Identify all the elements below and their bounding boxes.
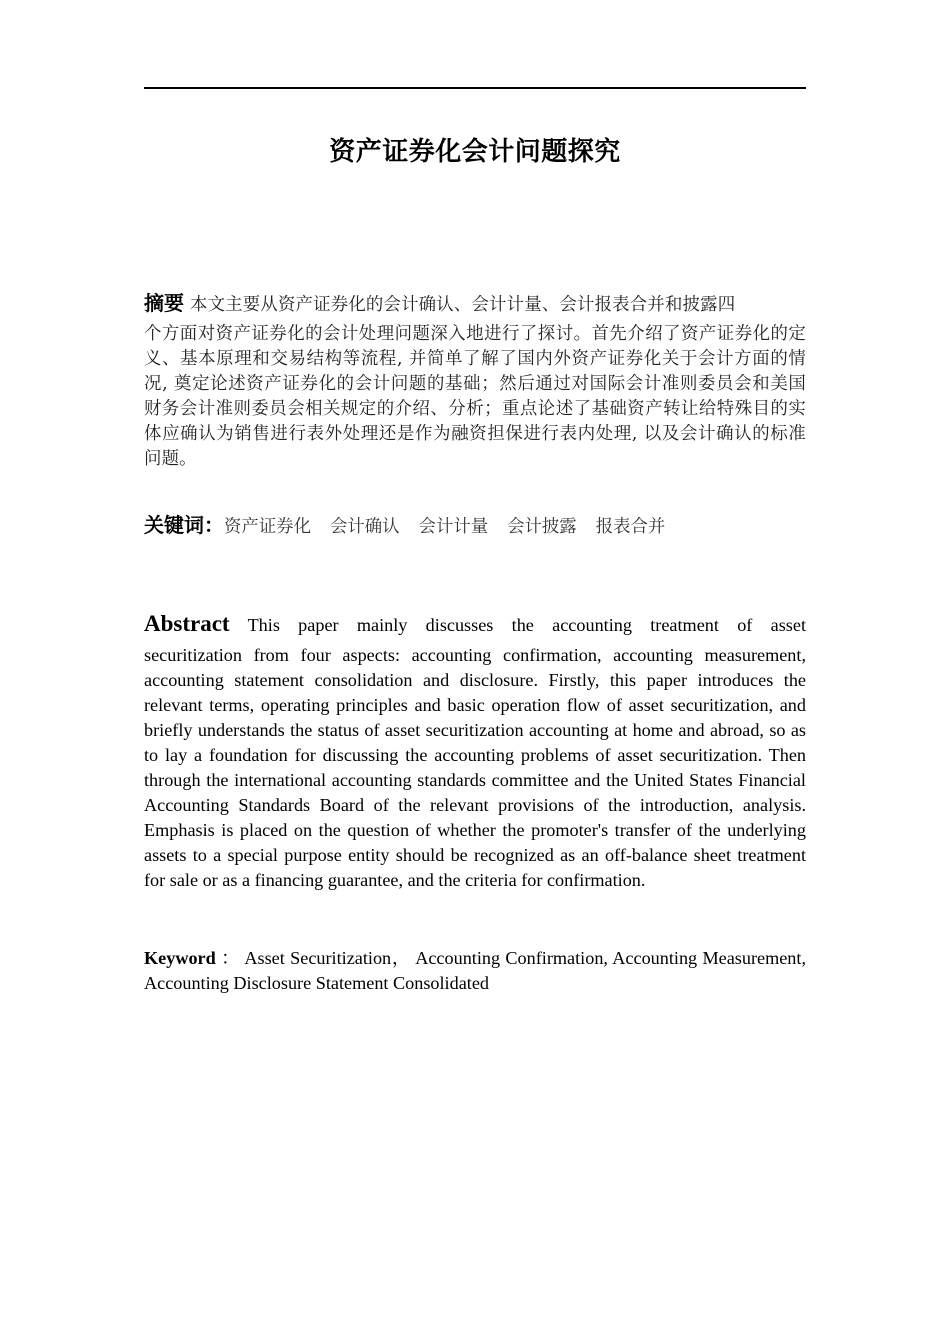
english-abstract-lead: This paper mainly discusses the accounting treatment of asset bbox=[247, 615, 807, 635]
english-abstract-first-line bbox=[144, 606, 806, 643]
keyword-item: 会计计量 bbox=[418, 517, 489, 537]
keyword-item: 资产证券化 bbox=[224, 517, 311, 537]
english-abstract-label: Abstract bbox=[144, 611, 230, 636]
keyword-item: 会计确认 bbox=[329, 517, 400, 537]
english-keywords bbox=[144, 946, 806, 996]
chinese-keywords bbox=[144, 510, 806, 542]
chinese-abstract-lead: 本文主要从资产证券化的会计确认、会计计量、会计报表合并和披露四 bbox=[190, 295, 736, 315]
english-keywords-text: Asset Securitization， Accounting Confirmation, Accounting Measurement, Accounting Disclosure Statement Consolidated bbox=[144, 948, 807, 993]
keyword-item: 会计披露 bbox=[507, 517, 577, 537]
chinese-abstract-label: 摘要 bbox=[144, 291, 184, 315]
english-abstract-body: securitization from four aspects: accounting confirmation, accounting measurement, accounting statement consolidation and disclosure. Firstly, this paper introduces the relevant terms, operating principles and basic operation flow of asset securitization, and briefly understands the status of asset securitization accounting at home and abroad, so as to lay a foundation for discussing the accounting problems of asset securitization. Then through the international accounting standards committee and the United States Financial Accounting Standards Board of the relevant provisions of the introduction, analysis. Emphasis is placed on the question of whether the promoter's transfer of the underlying assets to a special purpose entity should be recognized as an off-balance sheet treatment for sale or as a financing guarantee, and the criteria for confirmation. bbox=[144, 645, 806, 890]
english-keywords-colon: ： bbox=[221, 948, 241, 968]
chinese-abstract-first-line bbox=[144, 286, 806, 322]
paper-title: 资产证券化会计问题探究 bbox=[329, 137, 621, 167]
keyword-item: 报表合并 bbox=[595, 517, 666, 537]
chinese-keywords-label: 关键词： bbox=[144, 513, 224, 537]
chinese-abstract-body: 个方面对资产证券化的会计处理问题深入地进行了探讨。首先介绍了资产证券化的定义、基本原理和交易结构等流程, 并简单了解了国内外资产证券化关于会计方面的情况, 奠定论述资产证券化的会计问题的基础；然后通过对国际会计准则委员会和美国财务会计准则委员会相关规定的介绍、分析；重点论述了基础资产转让给特殊目的实体应确认为销售进行表外处理还是作为融资担保进行表内处理, 以及会计确认的标准问题。 bbox=[144, 324, 806, 469]
header-rule bbox=[144, 87, 806, 89]
chinese-abstract bbox=[144, 286, 806, 472]
english-keywords-label: Keyword bbox=[144, 948, 216, 968]
english-abstract bbox=[144, 606, 806, 893]
